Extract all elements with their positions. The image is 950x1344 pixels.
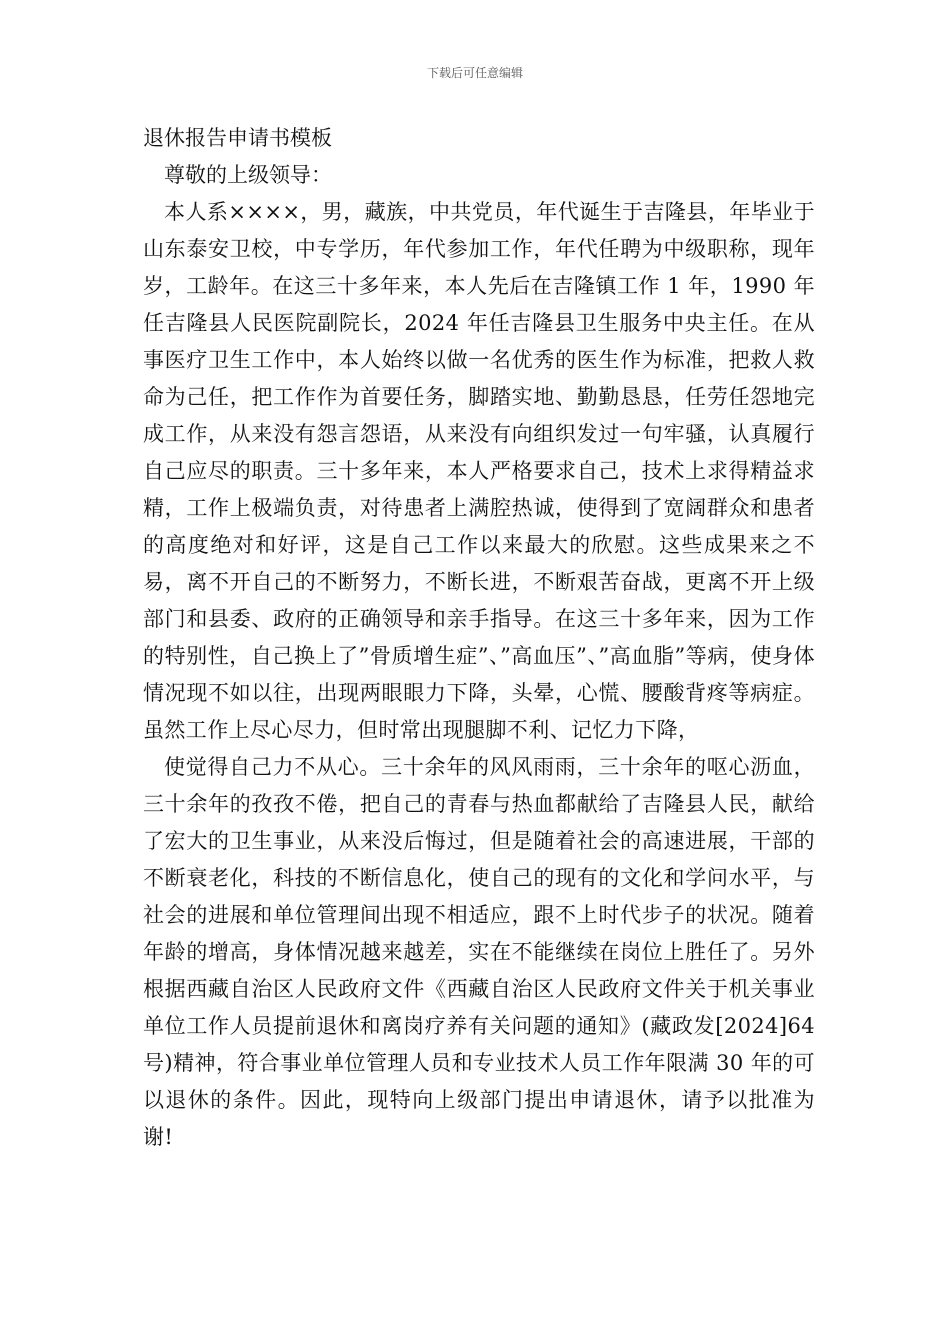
salutation: 尊敬的上级领导： <box>164 163 332 187</box>
document-body <box>143 120 815 1156</box>
page-header-note: 下载后可任意编辑 <box>426 66 523 80</box>
body-paragraph-1: 本人系××××，男，藏族，中共党员，年代诞生于吉隆县，年毕业于山东泰安卫校，中专学历，年代参加工作，年代任聘为中级职称，现年岁，工龄年。在这三十多年来，本人先后在吉隆镇工作 1 年，1990 年任吉隆县人民医院副院长，2024 年任吉隆县卫生服务中央主任。在从事医疗卫生工作中，本人始终以做一名优秀的医生作为标准，把救人救命为己任，把工作作为首要任务，脚踏实地、勤勤恳恳，任劳任怨地完成工作，从来没有怨言怨语，从来没有向组织发过一句牢骚，认真履行自己应尽的职责。三十多年来，本人严格要求自己，技术上求得精益求精，工作上极端负责，对待患者上满腔热诚，使得到了宽阔群众和患者的高度绝对和好评，这是自己工作以来最大的欣慰。这些成果来之不易，离不开自己的不断努力，不断长进，不断艰苦奋战，更离不开上级部门和县委、政府的正确领导和亲手指导。在这三十多年来，因为工作的特别性，自己换上了”骨质增生症”、”高血压”、”高血脂”等病，使身体情况现不如以往，出现两眼眼力下降，头晕，心慌、腰酸背疼等病症。虽然工作上尽心尽力，但时常出现腿脚不利、记忆力下降， <box>143 200 815 742</box>
body-paragraph-2: 使觉得自己力不从心。三十余年的风风雨雨，三十余年的呕心沥血，三十余年的孜孜不倦，把自己的青春与热血都献给了吉隆县人民，献给了宏大的卫生事业，从来没后悔过，但是随着社会的高速进展，干部的不断衰老化，科技的不断信息化，使自己的现有的文化和学问水平，与社会的进展和单位管理间出现不相适应，跟不上时代步子的状况。随着年龄的增高，身体情况越来越差，实在不能继续在岗位上胜任了。另外根据西藏自治区人民政府文件《西藏自治区人民政府文件关于机关事业单位工作人员提前退休和离岗疗养有关问题的通知》(藏政发[2024]64 号)精神，符合事业单位管理人员和专业技术人员工作年限满 30 年的可以退休的条件。因此，现特向上级部门提出申请退休，请予以批准为谢! <box>143 755 815 1149</box>
document-title: 退休报告申请书模板 <box>143 126 332 150</box>
